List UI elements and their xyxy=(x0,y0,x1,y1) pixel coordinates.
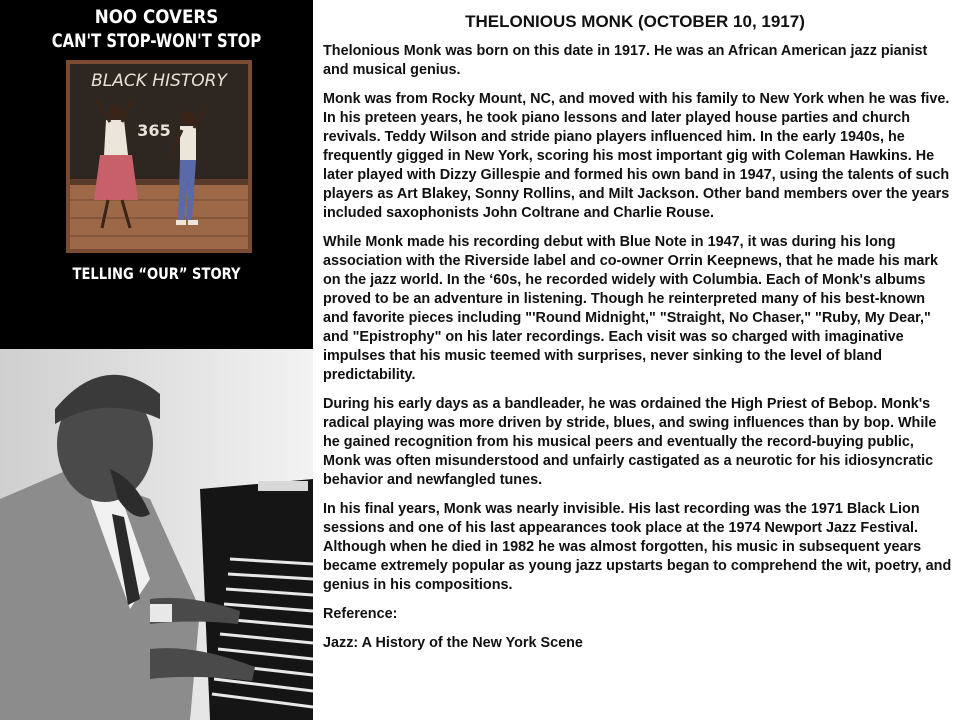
poster-footer: TELLING “OUR” STORY xyxy=(72,264,241,283)
black-history-poster xyxy=(0,0,313,349)
poster-header-line1: NOO COVERS xyxy=(94,6,219,28)
pianist-photo xyxy=(0,349,313,720)
poster-artwork xyxy=(66,60,252,253)
reference-text: Jazz: A History of the New York Scene xyxy=(323,635,583,651)
article-paragraph-4: During his early days as a bandleader, he was ordained the High Priest of Bebop. Monk's radical playing was more driven by stride, blues, and swing influences than by bop. While he gained recognition from his musical peers and eventually the record-buying public, Monk was often misunderstood and unfairly castigated as a neurotic for his idiosyncratic behavior and newfangled tunes. xyxy=(323,396,937,488)
article-paragraph-2: Monk was from Rocky Mount, NC, and moved with his family to New York when he was five. In his preteen years, he took piano lessons and later played house parties and church revivals. Teddy Wilson and stride piano players influenced him. In the early 1940s, he frequently gigged in New York, scoring his most important gig with Coleman Hawkins. He later played with Dizzy Gillespie and formed his own band in 1947, using the talents of such players as Art Blakey, Sonny Rollins, and Milt Jackson. Other band members over the years included saxophonists John Coltrane and Charlie Rouse. xyxy=(323,91,950,221)
reference-label: Reference: xyxy=(323,606,398,622)
article-paragraph-1: Thelonious Monk was born on this date in 1917. He was an African American jazz pianist and musical genius. xyxy=(323,43,928,78)
poster-header-line2: CAN'T STOP-WON'T STOP xyxy=(51,30,262,52)
chalkboard-number: 365 xyxy=(137,121,171,140)
chalkboard-text: BLACK HISTORY xyxy=(91,71,227,91)
article xyxy=(323,12,953,663)
article-title: THELONIOUS MONK (OCTOBER 10, 1917) xyxy=(465,12,805,31)
article-paragraph-5: In his final years, Monk was nearly invisible. His last recording was the 1971 Black Lion sessions and one of his last appearances took place at the 1974 Newport Jazz Festival. Although when he died in 1982 he was almost forgotten, his music in subsequent years became extremely popular as young jazz upstarts began to comprehend the wit, poetry, and genius in his compositions. xyxy=(323,501,952,593)
article-paragraph-3: While Monk made his recording debut with Blue Note in 1947, it was during his long association with the Riverside label and co-owner Orrin Keepnews, that he made his mark on the jazz world. In the ‘60s, he recorded widely with Columbia. Each of Monk's albums proved to be an adventure in listening. Though he reinterpreted many of his best-known and favorite pieces including "'Round Midnight," "Straight, No Chaser," "Ruby, My Dear," and "Epistrophy" on his later recordings. Each visit was so charged with imaginative impulses that his music teemed with surprises, never sinking to the level of bland predictability. xyxy=(323,234,938,383)
